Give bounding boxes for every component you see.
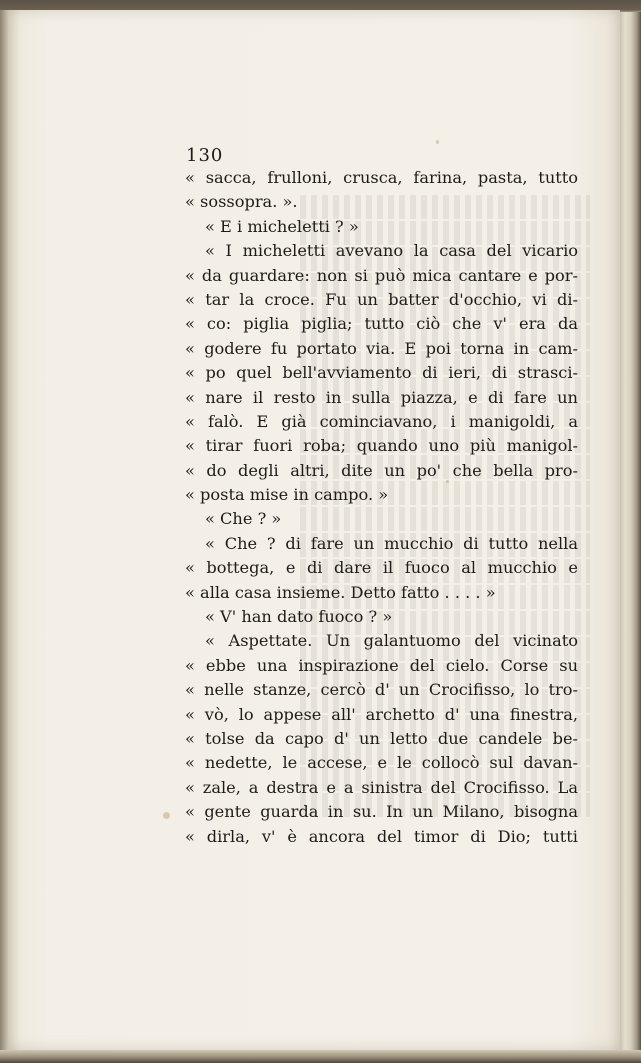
text-line: « tar la croce. Fu un batter d'occhio, vi di- <box>185 289 578 309</box>
text-line: « vò, lo appese all' archetto d' una finestra, <box>185 704 578 724</box>
text-line: « tolse da capo d' un letto due candele be- <box>185 728 578 748</box>
text-lines <box>185 166 578 849</box>
text-line: « posta mise in campo. » <box>185 485 389 505</box>
text-line: « E i micheletti ? » <box>205 216 359 236</box>
text-line: « po quel bell'avviamento di ieri, di strasci- <box>185 363 578 383</box>
page-number: 130 <box>186 145 224 166</box>
book-bottom-edge <box>0 1050 641 1063</box>
text-line: « Aspettate. Un galantuomo del vicinato <box>205 631 578 651</box>
text-line: « do degli altri, dite un po' che bella pro- <box>185 460 578 480</box>
text-line: « zale, a destra e a sinistra del Crocifisso. La <box>185 777 578 797</box>
text-line: « V' han dato fuoco ? » <box>205 607 393 627</box>
book-gutter-edge <box>0 10 8 1055</box>
text-line: « Che ? di fare un mucchio di tutto nella <box>205 533 578 553</box>
text-line: « co: piglia piglia; tutto ciò che v' era da <box>185 314 578 334</box>
text-line: « I micheletti avevano la casa del vicario <box>205 241 578 261</box>
text-line: « nedette, le accese, e le collocò sul davan- <box>185 753 578 773</box>
text-line: « Che ? » <box>205 509 282 529</box>
text-line: « godere fu portato via. E poi torna in cam- <box>185 338 578 358</box>
text-line: « nare il resto in sulla piazza, e di fare un <box>185 387 578 407</box>
text-line: « dirla, v' è ancora del timor di Dio; tutti <box>185 826 578 846</box>
foxing-spot <box>163 812 170 819</box>
text-line: « sossopra. ». <box>185 192 298 212</box>
text-line: « ebbe una inspirazione del cielo. Corse su <box>185 655 578 675</box>
foxing-spot <box>436 140 439 144</box>
text-line: « falò. E già cominciavano, i manigoldi, a <box>185 411 578 431</box>
text-line: « alla casa insieme. Detto fatto . . . . » <box>185 582 496 602</box>
text-line: « gente guarda in su. In un Milano, bisogna <box>185 802 578 822</box>
text-line: « da guardare: non si può mica cantare e por- <box>185 265 578 285</box>
page-stack-edge <box>620 12 641 1057</box>
text-block <box>185 146 578 849</box>
text-line: « bottega, e di dare il fuoco al mucchio e <box>185 558 578 578</box>
text-line: « sacca, frulloni, crusca, farina, pasta, tutto <box>185 168 578 187</box>
text-line: « tirar fuori roba; quando uno più manigol- <box>185 436 578 456</box>
text-line: « nelle stanze, cercò d' un Crocifisso, lo tro- <box>185 680 578 700</box>
